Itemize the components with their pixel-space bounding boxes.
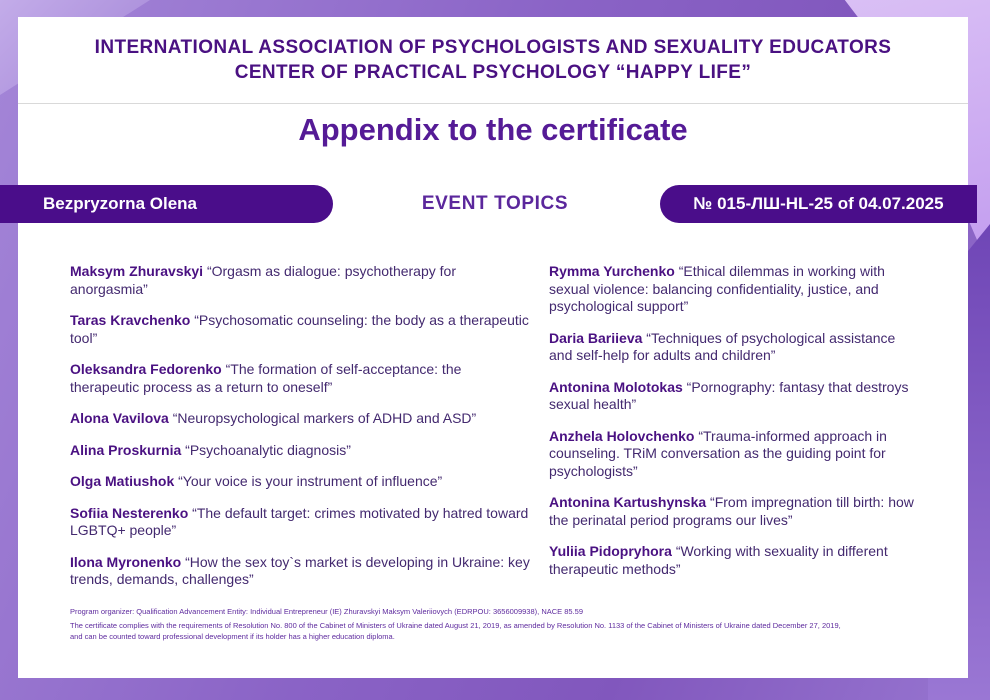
footer-compliance-line2: and can be counted toward professional development if its holder has a higher education diploma.	[70, 632, 395, 641]
footer-compliance-line: The certificate complies with the requirements of Resolution No. 800 of the Cabinet of Ministers of Ukraine dated August 21, 2019, as amended by Resolution No. 1133 of the Cabinet of Ministers of Ukraine dated December 27, 2019,	[70, 621, 841, 630]
speaker-name: Antonina Kartushynska	[549, 494, 711, 510]
topic-item	[70, 410, 532, 428]
speaker-name: Taras Kravchenko	[70, 312, 195, 328]
topic-item	[70, 473, 532, 491]
speaker-name: Oleksandra Fedorenko	[70, 361, 226, 377]
speaker-name: Anzhela Holovchenko	[549, 427, 699, 444]
topic-item	[549, 263, 922, 316]
topic-text: “Ethical dilemmas in working with sexual violence: balancing confidentiality, justice, and psychological support”	[549, 263, 885, 314]
organization-header	[18, 17, 968, 104]
topic-text: “Your voice is your instrument of influence”	[178, 473, 443, 489]
topic-text: “Pornography: fantasy that destroys sexual health”	[549, 378, 909, 412]
speaker-name: Alina Proskurnia	[70, 441, 186, 458]
topic-item	[70, 505, 532, 540]
speaker-name: Sofiia Nesterenko	[70, 504, 193, 521]
speaker-name: Rymma Yurchenko	[549, 263, 679, 279]
topic-text: “How the sex toy`s market is developing in Ukraine: key trends, demands, challenges”	[70, 553, 530, 587]
topic-item	[549, 428, 922, 481]
footer-legal-text	[70, 606, 940, 642]
topic-item	[549, 330, 922, 365]
speaker-name: Antonina Molotokas	[549, 378, 687, 395]
topic-text: “Orgasm as dialogue: psychotherapy for anorgasmia”	[70, 263, 456, 297]
topics-columns	[70, 263, 922, 603]
topic-item	[549, 543, 922, 578]
topic-text: “Techniques of psychological assistance and self-help for adults and children”	[549, 329, 896, 363]
topic-item	[549, 494, 922, 529]
topic-item	[70, 263, 532, 298]
topic-item	[549, 379, 922, 414]
topic-text: “The default target: crimes motivated by hatred toward LGBTQ+ people”	[70, 504, 529, 538]
speaker-name: Maksym Zhuravskyi	[70, 263, 207, 279]
speaker-name: Yuliia Pidopryhora	[549, 543, 676, 559]
footer-organizer-line: Program organizer: Qualification Advancement Entity: Individual Entrepreneur (IE) Zhuravskyi Maksym Valeriiovych (EDRPOU: 3656009938), NACE 85.59	[70, 607, 584, 616]
topic-item	[70, 361, 532, 396]
topic-item	[70, 312, 532, 347]
topic-text: “Psychosomatic counseling: the body as a therapeutic tool”	[70, 312, 529, 346]
topic-item	[70, 442, 532, 460]
section-label-event-topics: EVENT TOPICS	[421, 193, 569, 214]
topic-text: “From impregnation till birth: how the perinatal period programs our lives”	[549, 494, 914, 528]
recipient-name-badge: Bezpryzorna Olena	[0, 185, 333, 223]
page-title: Appendix to the certificate	[298, 112, 688, 147]
speaker-name: Daria Bariieva	[549, 329, 647, 346]
organization-name-line2: CENTER OF PRACTICAL PSYCHOLOGY “HAPPY LIFE”	[234, 61, 752, 83]
topic-text: “The formation of self-acceptance: the therapeutic process as a return to oneself”	[70, 361, 462, 395]
topic-text: “Trauma-informed approach in counseling. TRiM conversation as the guiding point for psychologists”	[549, 427, 887, 479]
topics-column-left	[70, 263, 532, 603]
speaker-name: Ilona Myronenko	[70, 553, 186, 570]
topic-text: “Working with sexuality in different therapeutic methods”	[549, 543, 888, 577]
topics-column-right	[549, 263, 922, 603]
topic-item	[70, 554, 532, 589]
topic-text: “Psychoanalytic diagnosis”	[185, 441, 351, 458]
topic-text: “Neuropsychological markers of ADHD and ASD”	[172, 410, 477, 426]
organization-name-line1: INTERNATIONAL ASSOCIATION OF PSYCHOLOGISTS AND SEXUALITY EDUCATORS	[94, 36, 892, 58]
speaker-name: Olga Matiushok	[70, 473, 179, 489]
speaker-name: Alona Vavilova	[70, 410, 173, 426]
certificate-number-badge: № 015-ЛШ-HL-25 of 04.07.2025	[660, 185, 977, 223]
